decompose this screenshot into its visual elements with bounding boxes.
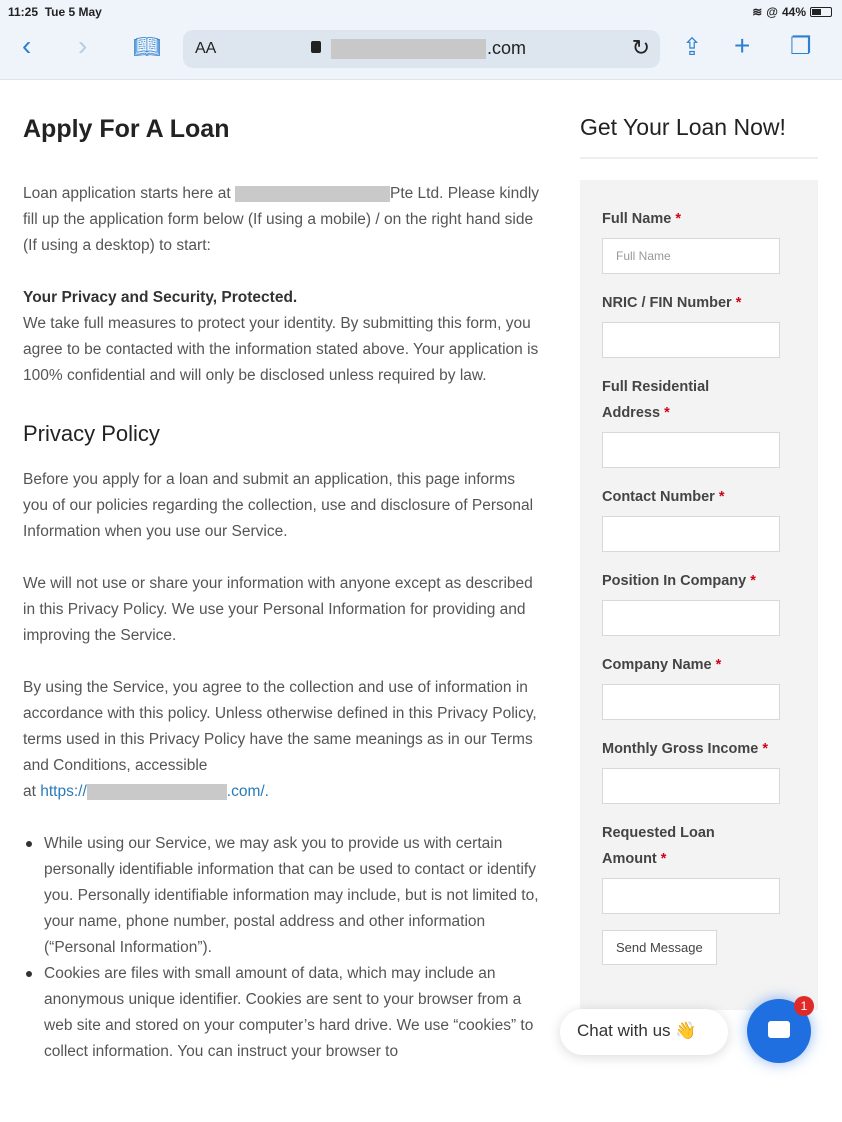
policy-list (23, 831, 543, 1065)
field-label: Contact Number * (602, 489, 725, 505)
field-label: Company Name * (602, 657, 722, 673)
policy-paragraph: By using the Service, you agree to the collection and use of information in accordance with this policy. Unless otherwise defined in this Privacy Policy, terms used in this Privacy Policy have the same meanings as in our Terms and Conditions, accessible at https:// .com/. (23, 679, 537, 800)
field-label: Monthly Gross Income * (602, 741, 768, 757)
required-mark: * (750, 573, 756, 589)
share-icon[interactable]: ⇪ (682, 34, 703, 61)
policy-link[interactable]: https:// .com/. (40, 783, 269, 800)
form-input[interactable] (602, 322, 780, 358)
loan-form (580, 180, 818, 1010)
browser-toolbar (0, 24, 842, 80)
send-message-button[interactable]: Send Message (602, 930, 717, 965)
redacted-domain (331, 39, 486, 59)
policy-paragraph: We will not use or share your information with anyone except as described in this Privacy Policy. We use your Personal Information for providing and improving the Service. (23, 575, 533, 644)
chat-bubble-icon (768, 1021, 790, 1038)
notification-badge: 1 (794, 996, 814, 1016)
divider (580, 157, 818, 159)
form-input[interactable]: Full Name (602, 238, 780, 274)
field-label: Requested Loan Amount * (602, 825, 715, 867)
lock-rotation-icon: @ (766, 5, 778, 19)
required-mark: * (660, 851, 667, 867)
forward-icon[interactable]: › (78, 30, 88, 61)
form-title: Get Your Loan Now! (580, 114, 786, 140)
reload-icon[interactable]: ↻ (631, 35, 650, 60)
required-mark: * (718, 489, 725, 505)
form-input[interactable] (602, 516, 780, 552)
status-bar (0, 0, 842, 24)
form-input[interactable] (602, 684, 780, 720)
privacy-policy-heading: Privacy Policy (23, 421, 160, 446)
wave-icon: 👋 (675, 1021, 697, 1040)
field-label: Position In Company * (602, 573, 756, 589)
form-input[interactable] (602, 878, 780, 914)
required-mark: * (715, 657, 722, 673)
form-input[interactable] (602, 768, 780, 804)
url-text: .com (487, 38, 527, 58)
new-tab-icon[interactable]: + (734, 30, 751, 61)
battery-icon (810, 7, 832, 17)
required-mark: * (762, 741, 768, 757)
status-time: 11:25 Tue 5 May (8, 5, 102, 19)
required-mark: * (675, 211, 681, 227)
intro-text: Loan application starts here at Pte Ltd. Please kindly fill up the application form below (If using a mobile) / on the right hand side (If using a desktop) to start: (23, 185, 540, 254)
privacy-section: Your Privacy and Security, Protected. We take full measures to protect your identity. By submitting this form, you agree to be contacted with the information stated above. Your application is 100% confidential and will only be disclosed unless required by law. (23, 289, 539, 384)
page-title: Apply For A Loan (23, 115, 230, 143)
battery-percent: 44% (781, 5, 806, 19)
text-size-button[interactable]: AA (195, 40, 217, 57)
bookmarks-icon[interactable]: 📖︎ (133, 34, 161, 59)
address-bar[interactable] (183, 30, 660, 68)
tabs-icon[interactable]: ❐ (790, 33, 812, 60)
field-label: Full Name * (602, 211, 681, 227)
field-label: Full Residential Address * (602, 379, 710, 421)
lock-icon (311, 41, 321, 53)
form-input[interactable] (602, 432, 780, 468)
required-mark: * (664, 405, 670, 421)
required-mark: * (735, 295, 742, 311)
form-input[interactable] (602, 600, 780, 636)
back-icon[interactable]: ‹ (22, 30, 32, 61)
field-label: NRIC / FIN Number * (602, 295, 742, 311)
chat-with-us-button[interactable]: Chat with us 👋 (560, 1009, 728, 1055)
wifi-icon: ≋ (752, 5, 763, 19)
policy-paragraph: Before you apply for a loan and submit an application, this page informs you of our policies regarding the collection, use and disclosure of Personal Information when you use our Service. (23, 471, 534, 540)
main-content (23, 112, 543, 1065)
list-item: Cookies are files with small amount of data, which may include an anonymous unique identifier. Cookies are sent to your browser from a web site and stored on your computer’s hard drive. We use “cookies” to collect information. You can instruct your browser to (23, 961, 543, 1065)
list-item: While using our Service, we may ask you to provide us with certain personally identifiable information that can be used to contact or identify you. Personally identifiable information may include, but is not limited to, your name, phone number, postal address and other information (“Personal Information”). (23, 831, 543, 961)
